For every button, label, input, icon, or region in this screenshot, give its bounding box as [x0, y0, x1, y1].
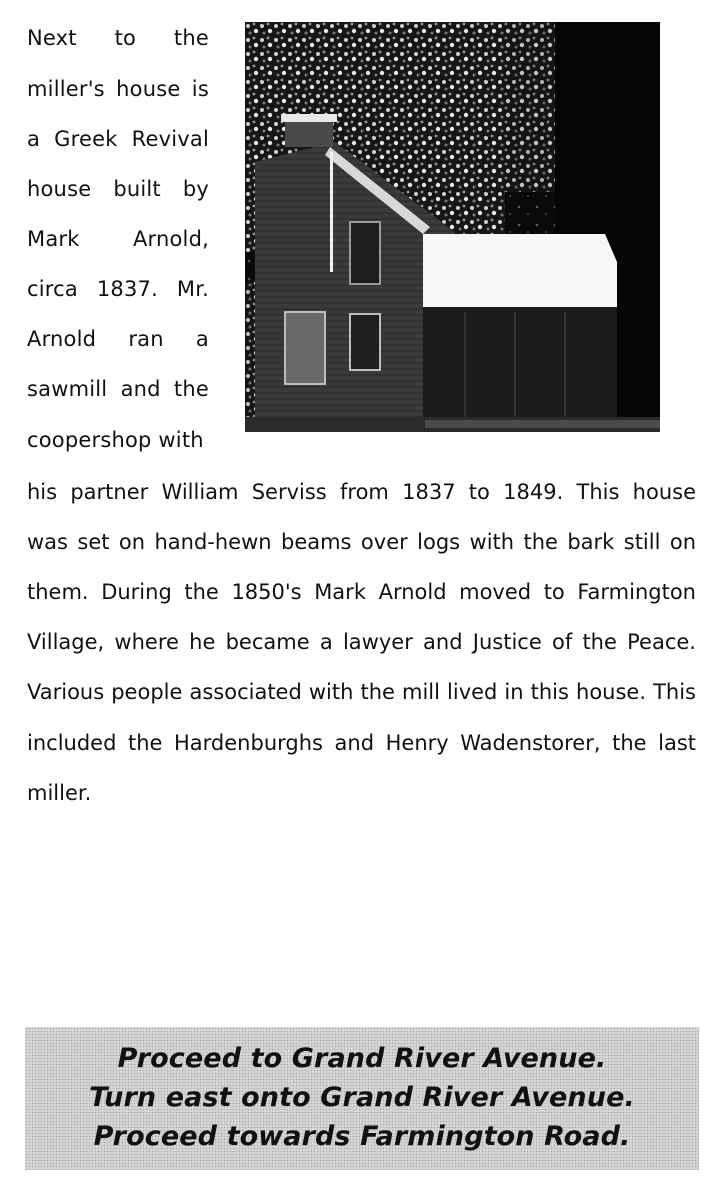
house-photo: [245, 22, 660, 432]
direction-line: Turn east onto Grand River Avenue.: [89, 1082, 635, 1113]
paragraph-line: circa 1837. Mr.: [27, 277, 209, 301]
paragraph-line: them. During the 1850's Mark Arnold moved to Farmington: [27, 580, 696, 604]
paragraph-line: Arnold ran a: [27, 327, 209, 351]
paragraph-line: was set on hand-hewn beams over logs with the bark still on: [27, 530, 696, 554]
paragraph-line: house built by: [27, 177, 209, 201]
paragraph-line: his partner William Serviss from 1837 to 1849. This house: [27, 480, 696, 504]
paragraph-line: Various people associated with the mill lived in this house. This: [27, 680, 696, 704]
paragraph-line: miller.: [27, 781, 92, 805]
direction-line: Proceed towards Farmington Road.: [93, 1121, 631, 1152]
paragraph-line: coopershop with: [27, 428, 204, 452]
paragraph-line: a Greek Revival: [27, 127, 209, 151]
house-photo-illustration: [245, 22, 660, 432]
paragraph-line: Mark Arnold,: [27, 227, 209, 251]
paragraph-line: Next to the: [27, 26, 209, 50]
paragraph-line: miller's house is: [27, 77, 209, 101]
paragraph-line: Village, where he became a lawyer and Justice of the Peace.: [27, 630, 696, 654]
direction-line: Proceed to Grand River Avenue.: [117, 1043, 607, 1074]
paragraph-line: sawmill and the: [27, 377, 209, 401]
paragraph-line: included the Hardenburghs and Henry Wadenstorer, the last: [27, 731, 696, 755]
directions-box: [25, 1027, 699, 1170]
